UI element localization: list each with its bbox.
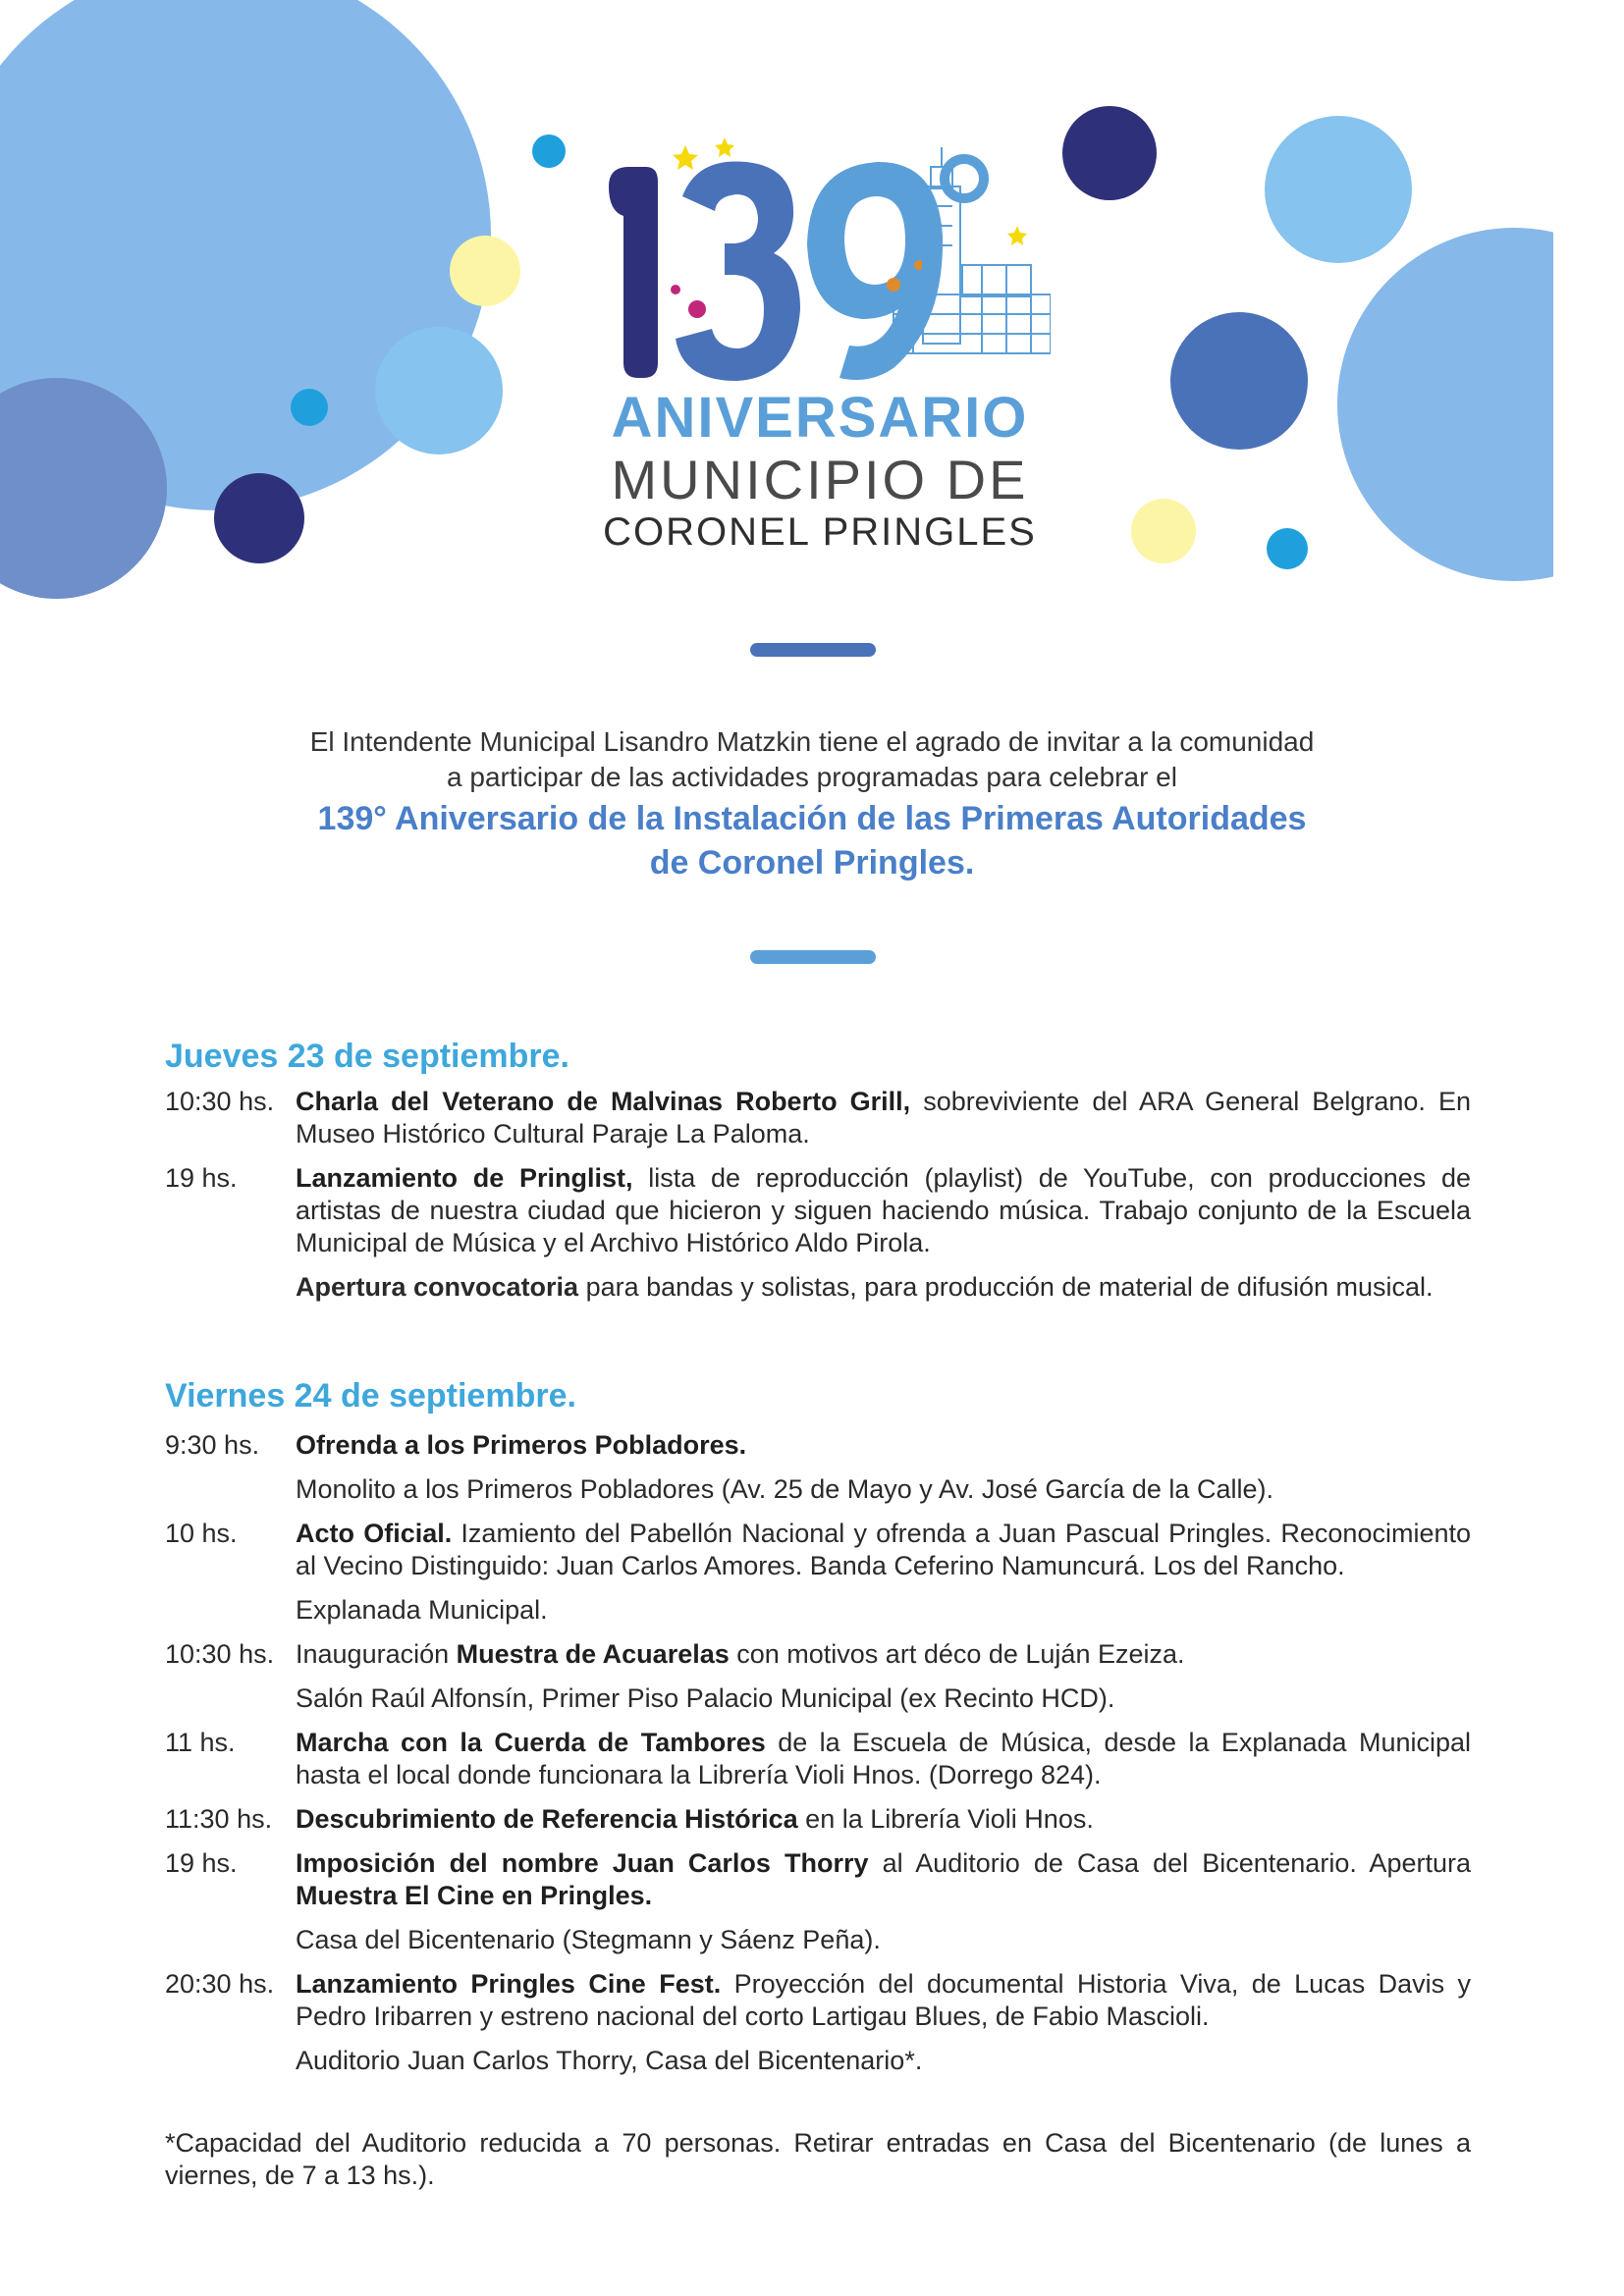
- event-place: Auditorio Juan Carlos Thorry, Casa del Bicentenario*.: [296, 2046, 923, 2075]
- event-time: 10:30 hs.: [165, 1639, 275, 1669]
- divider-top: [750, 643, 876, 657]
- schedule-item: [165, 1847, 1471, 1912]
- event-description: [296, 1803, 1471, 1836]
- event-title: Muestra de Acuarelas: [456, 1639, 730, 1669]
- divider-bottom: [750, 950, 876, 964]
- event-title: Ofrenda a los Primeros Pobladores.: [296, 1430, 747, 1460]
- star-icon: [715, 137, 734, 157]
- footnote: *Capacidad del Auditorio reducida a 70 personas. Retirar entradas en Casa del Bicentenario (de lunes a viernes, de 7 a 13 hs.).: [165, 2128, 1471, 2190]
- logo-line-municipio: MUNICIPIO DE: [611, 449, 1029, 510]
- event-text: sobreviviente del ARA General Belgrano. En Museo Histórico Cultural Paraje La Paloma.: [296, 1087, 1471, 1148]
- event-description: [296, 1638, 1471, 1671]
- event-text: Proyección del documental Historia Viva, de Lucas Davis y Pedro Iribarren y estreno nacional del corto Lartigau Blues, de Fabio Mascioli.: [296, 1969, 1471, 2031]
- event-description: [296, 1162, 1471, 1259]
- schedule-item: [165, 1162, 1471, 1259]
- event-time: 11 hs.: [165, 1728, 236, 1757]
- schedule-item: [165, 1086, 1471, 1150]
- event-text: lista de reproducción (playlist) de YouTube, con producciones de artistas de nuestra ciudad que hicieron y siguen haciendo música. Trabajo conjunto de la Escuela Municipal de Música y el Archivo Histórico Aldo Pirola.: [296, 1163, 1471, 1257]
- schedule-item: [165, 1638, 1471, 1671]
- event-text: con motivos art déco de Luján Ezeiza.: [729, 1639, 1185, 1669]
- event-title: Apertura convocatoria: [296, 1272, 579, 1302]
- decor-circle-cyan-right: [1267, 528, 1308, 569]
- event-time: 11:30 hs.: [165, 1804, 273, 1834]
- event-description: [296, 1518, 1471, 1582]
- event-time: 20:30 hs.: [165, 1969, 275, 1999]
- event-text: para bandas y solistas, para producción de material de difusión musical.: [578, 1272, 1434, 1302]
- event-description: [296, 1429, 1471, 1462]
- decor-circle-navy-right: [1062, 106, 1157, 200]
- event-time: 9:30 hs.: [165, 1430, 260, 1460]
- highlight-line-2: de Coronel Pringles.: [649, 844, 975, 881]
- schedule-item: [165, 1803, 1471, 1836]
- event-description: [296, 1847, 1471, 1912]
- event-description: [296, 1271, 1471, 1304]
- right-edge-mask: [1553, 0, 1624, 687]
- decor-circle-cyan-small: [291, 389, 328, 426]
- event-title: Lanzamiento Pringles Cine Fest.: [296, 1969, 722, 1999]
- day1-schedule: [165, 1086, 1471, 1315]
- event-description: [296, 1968, 1471, 2033]
- schedule-item: [165, 1727, 1471, 1791]
- decor-circle-yellow-right: [1131, 499, 1196, 563]
- event-time: 10 hs.: [165, 1519, 238, 1548]
- anniversary-logo: [589, 128, 1051, 554]
- event-title: Charla del Veterano de Malvinas Roberto Grill,: [296, 1087, 911, 1116]
- event-place: Salón Raúl Alfonsín, Primer Piso Palacio Municipal (ex Recinto HCD).: [296, 1683, 1115, 1713]
- star-icon: [1007, 226, 1027, 245]
- event-time: 19 hs.: [165, 1848, 238, 1878]
- event-description: [296, 1727, 1471, 1791]
- day2-schedule: [165, 1429, 1471, 2089]
- decor-circle-blue-right: [1170, 312, 1308, 450]
- decor-circle-yellow-left: [450, 236, 520, 306]
- decor-circle-navy-left: [214, 473, 304, 563]
- decor-circle-light-right: [1265, 116, 1412, 263]
- star-icon: [673, 145, 698, 170]
- event-place: Casa del Bicentenario (Stegmann y Sáenz Peña).: [296, 1925, 881, 1954]
- schedule-item: [165, 1429, 1471, 1462]
- event-text: Izamiento del Pabellón Nacional y ofrenda a Juan Pascual Pringles. Reconocimiento al Vecino Distinguido: Juan Carlos Amores. Banda Ceferino Namuncurá. Los del Rancho.: [296, 1519, 1472, 1580]
- event-title: Descubrimiento de Referencia Histórica: [296, 1804, 798, 1834]
- event-time: 10:30 hs.: [165, 1087, 275, 1116]
- intro-line-1: El Intendente Municipal Lisandro Matzkin tiene el agrado de invitar a la comunidad: [309, 726, 1315, 757]
- logo-line-coronel-pringles: CORONEL PRINGLES: [603, 510, 1037, 554]
- event-title: Acto Oficial.: [296, 1519, 453, 1548]
- event-title: Lanzamiento de Pringlist,: [296, 1163, 633, 1193]
- logo-number-graphic: [599, 128, 1051, 393]
- event-title: Imposición del nombre Juan Carlos Thorry: [296, 1848, 869, 1878]
- event-title: Marcha con la Cuerda de Tambores: [296, 1728, 766, 1757]
- logo-line-aniversario: ANIVERSARIO: [611, 386, 1029, 450]
- event-title: Muestra El Cine en Pringles.: [296, 1881, 653, 1910]
- event-place: Explanada Municipal.: [296, 1595, 548, 1625]
- event-time: 19 hs.: [165, 1163, 238, 1193]
- event-text: al Auditorio de Casa del Bicentenario. Apertura: [868, 1848, 1471, 1878]
- day-title-jueves: Jueves 23 de septiembre.: [165, 1038, 570, 1075]
- event-place: Monolito a los Primeros Pobladores (Av. 25 de Mayo y Av. José García de la Calle).: [296, 1474, 1273, 1504]
- event-text: de la Escuela de Música, desde la Explanada Municipal hasta el local donde funcionara la Librería Violi Hnos. (Dorrego 824).: [296, 1728, 1471, 1789]
- highlight-line-1: 139° Aniversario de la Instalación de las Primeras Autoridades: [317, 800, 1307, 837]
- event-text: en la Librería Violi Hnos.: [797, 1804, 1094, 1834]
- event-text: Inauguración: [296, 1639, 457, 1669]
- decor-circle-light: [375, 327, 503, 454]
- event-description: [296, 1086, 1471, 1150]
- intro-line-2: a participar de las actividades programadas para celebrar el: [447, 762, 1177, 792]
- day-title-viernes: Viernes 24 de septiembre.: [165, 1377, 576, 1415]
- schedule-item: [165, 1518, 1471, 1582]
- decor-circle-cyan-top: [532, 134, 566, 168]
- schedule-item: [165, 1968, 1471, 2033]
